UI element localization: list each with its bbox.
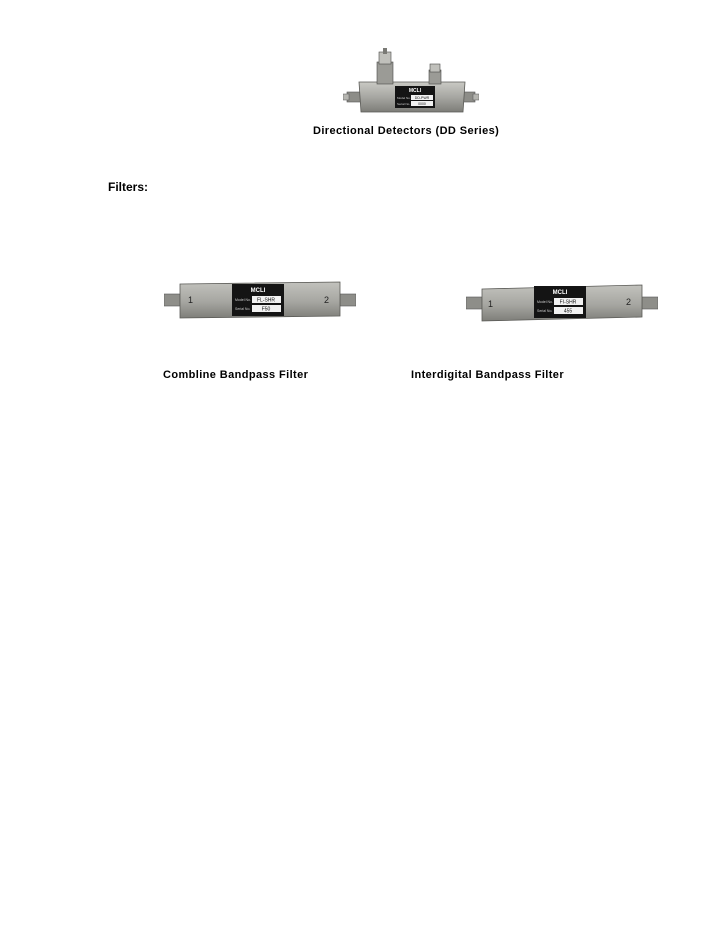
- combline-port-1: 1: [188, 295, 194, 305]
- interdigital-port-2: 2: [626, 297, 632, 307]
- detector-brand: MCLI: [408, 88, 422, 94]
- combline-filter-caption: Combline Bandpass Filter: [163, 369, 309, 381]
- interdigital-model-value: FI-SHR: [559, 299, 577, 306]
- detector-model-value: DD-PWR: [414, 96, 430, 100]
- combline-model-value: FL-SHR: [256, 297, 276, 304]
- combline-serial-label: Serial No.: [235, 307, 251, 311]
- directional-detector-image: [343, 48, 479, 126]
- combline-port-2: 2: [324, 295, 330, 305]
- detector-serial-label: Serial No.: [397, 102, 411, 106]
- combline-serial-value: F50: [261, 306, 271, 313]
- interdigital-filter-image: [466, 281, 658, 325]
- interdigital-model-label: Model No.: [537, 300, 553, 304]
- filters-heading: Filters:: [108, 180, 149, 194]
- detector-model-label: Model No.: [397, 96, 411, 100]
- interdigital-brand: MCLI: [552, 290, 568, 296]
- interdigital-serial-label: Serial No.: [537, 309, 553, 313]
- detector-serial-value: 0000: [418, 102, 426, 106]
- combline-model-label: Model No.: [235, 298, 251, 302]
- interdigital-filter-caption: Interdigital Bandpass Filter: [411, 369, 565, 381]
- directional-detector-caption: Directional Detectors (DD Series): [313, 125, 500, 137]
- combline-brand: MCLI: [250, 288, 266, 294]
- combline-filter-image: [164, 278, 356, 322]
- interdigital-port-1: 1: [488, 299, 494, 309]
- interdigital-serial-value: 455: [563, 308, 573, 315]
